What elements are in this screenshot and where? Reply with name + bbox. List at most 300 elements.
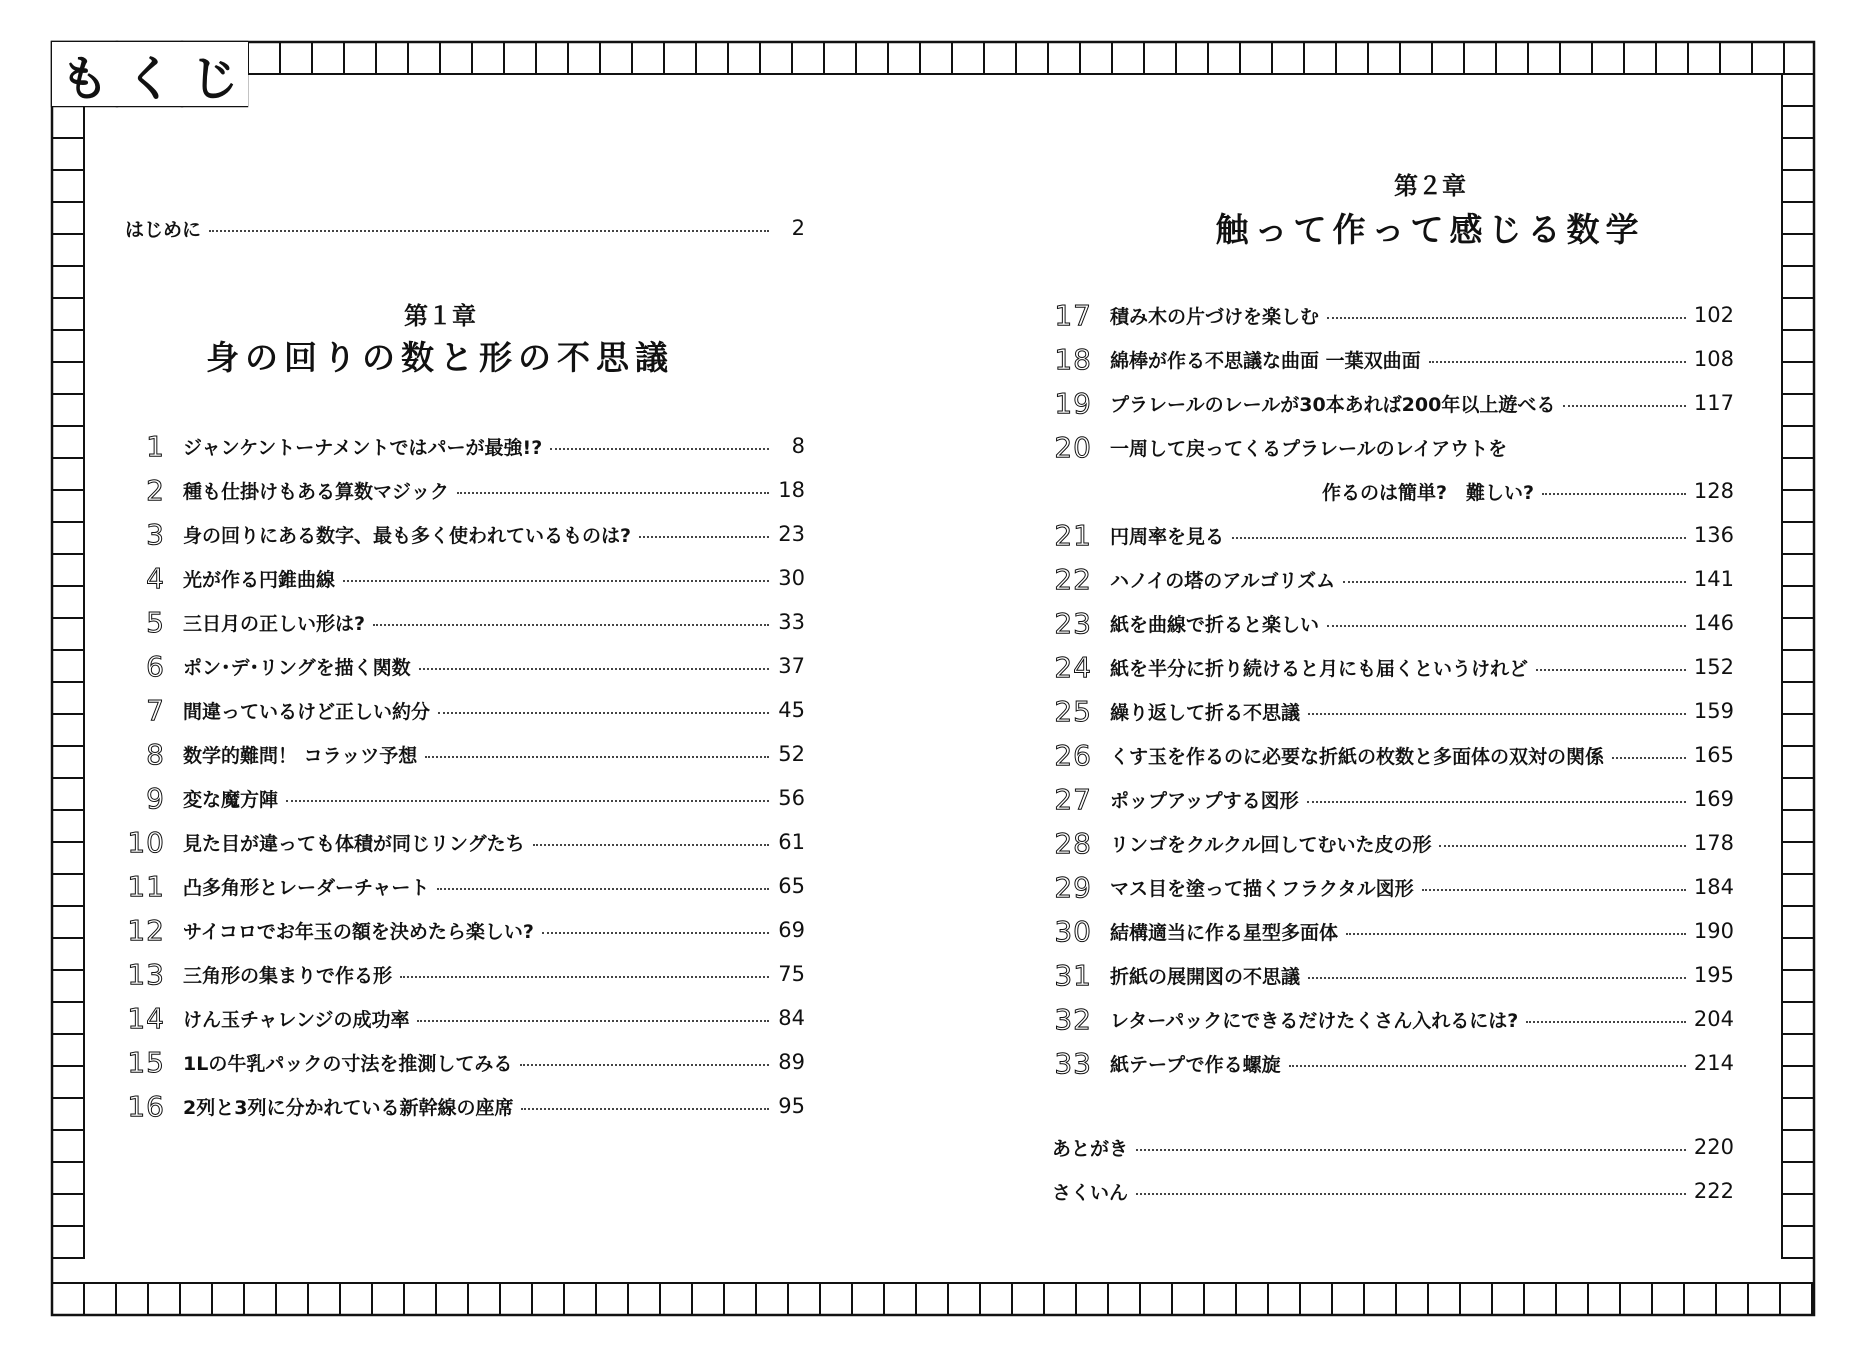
toc-entry[interactable] [1052,997,1734,1041]
entry-page: 52 [778,742,805,766]
grid-cell [340,1283,372,1315]
grid-cell [1782,138,1814,170]
grid-cell [916,1283,948,1315]
leader-dots [1327,625,1686,627]
toc-entry[interactable] [1052,381,1734,425]
toc-entry[interactable] [1052,645,1734,689]
toc-entry[interactable] [125,512,805,556]
grid-cell [1782,330,1814,362]
grid-cell [500,1283,532,1315]
grid-cell [436,1283,468,1315]
grid-cell [1782,1162,1814,1194]
grid-cell [312,42,344,74]
entry-number: 31 [1054,958,1092,992]
leader-dots [1308,713,1686,715]
toc-entry[interactable] [1052,425,1734,469]
toc-entry-index[interactable] [1052,1169,1734,1213]
entry-number: 28 [1054,826,1092,860]
entry-number: 14 [127,1001,165,1035]
grid-cell [1588,1283,1620,1315]
grid-cell [52,618,84,650]
grid-cell [308,1283,340,1315]
entry-label: リンゴをクルクル回してむいた皮の形 [1110,833,1432,856]
grid-cell [1460,1283,1492,1315]
grid-cell [52,778,84,810]
grid-cell [52,970,84,1002]
grid-cell [52,234,84,266]
grid-cell [148,1283,180,1315]
grid-cell [692,1283,724,1315]
grid-cell [1782,842,1814,874]
grid-cell [1432,42,1464,74]
grid-cell [1464,42,1496,74]
grid-cell [1782,586,1814,618]
grid-cell [52,1162,84,1194]
entry-label: あとがき [1052,1137,1129,1160]
toc-title-char: も [60,50,109,107]
leader-dots [438,712,769,714]
leader-dots [1429,361,1686,363]
grid-cell [824,42,856,74]
grid-cell [1108,1283,1140,1315]
grid-cell [52,746,84,778]
grid-cell [52,426,84,458]
entry-number: 3 [146,517,165,551]
toc-title-char: く [125,50,174,107]
entry-label: 紙を曲線で折ると楽しい [1110,613,1320,636]
grid-cell [532,1283,564,1315]
entry-number: 26 [1054,738,1092,772]
entry-page: 30 [778,566,805,590]
grid-cell [1688,42,1720,74]
toc-entry[interactable] [125,468,805,512]
entry-label: レターパックにできるだけたくさん入れるには? [1110,1009,1519,1032]
entry-page: 195 [1693,963,1734,987]
grid-cell [1272,42,1304,74]
entry-number: 22 [1054,562,1092,596]
grid-cell [1204,1283,1236,1315]
entry-label: 繰り返して折る不思議 [1110,701,1301,724]
grid-cell [952,42,984,74]
grid-cell [724,1283,756,1315]
entry-label: 三日月の正しい形は? [183,612,366,635]
grid-cell [1782,234,1814,266]
toc-entry[interactable] [125,600,805,644]
entry-label: 円周率を見る [1110,525,1225,548]
entry-number: 9 [146,781,165,815]
entry-label: 光が作る円錐曲線 [183,568,336,591]
leader-dots [425,756,769,758]
grid-cell [180,1283,212,1315]
entry-page: 152 [1693,655,1734,679]
entry-label: 紙テープで作る螺旋 [1110,1053,1281,1076]
toc-entry[interactable] [1052,865,1734,909]
grid-cell [52,394,84,426]
grid-cell [1044,1283,1076,1315]
grid-cell [1524,1283,1556,1315]
leader-dots [437,888,769,890]
toc-entry[interactable] [125,1084,805,1128]
toc-entry[interactable] [125,688,805,732]
grid-cell [276,1283,308,1315]
grid-cell [52,554,84,586]
entry-page: 65 [778,874,805,898]
entry-label: 数学的難問！ コラッツ予想 [183,744,418,767]
entry-page: 220 [1693,1135,1734,1159]
grid-cell [344,42,376,74]
entry-number: 21 [1054,518,1092,552]
grid-cell [1396,1283,1428,1315]
grid-cell [1368,42,1400,74]
entry-page: 2 [791,216,805,240]
leader-dots [1422,889,1686,891]
grid-cell [1782,1226,1814,1258]
leader-dots [286,800,769,802]
entry-number: 11 [127,869,165,903]
entry-page: 37 [778,654,805,678]
entry-page: 102 [1693,303,1734,327]
entry-number: 19 [1054,386,1092,420]
grid-cell [472,42,504,74]
entry-number: 13 [127,957,165,991]
leader-dots [1308,977,1686,979]
grid-cell [728,42,760,74]
grid-cell [1782,106,1814,138]
grid-cell [1560,42,1592,74]
grid-cell [1782,202,1814,234]
grid-cell [984,42,1016,74]
grid-cell [1428,1283,1460,1315]
entry-label: 折紙の展開図の不思議 [1110,965,1301,988]
entry-number: 7 [146,693,165,727]
entry-number: 27 [1054,782,1092,816]
grid-cell [788,1283,820,1315]
grid-cell [1112,42,1144,74]
toc-entry[interactable] [125,556,805,600]
grid-cell [632,42,664,74]
grid-cell [564,1283,596,1315]
entry-label: ポップアップする図形 [1110,789,1299,812]
toc-title-box [52,42,248,106]
grid-cell [888,42,920,74]
grid-cell [52,1002,84,1034]
grid-cell [52,362,84,394]
entry-number: 10 [127,825,165,859]
entry-number: 20 [1054,430,1092,464]
toc-entry[interactable] [125,864,805,908]
grid-cell [52,906,84,938]
grid-cell [884,1283,916,1315]
toc-entry[interactable] [125,820,805,864]
entry-page: 117 [1693,391,1734,415]
grid-cell [244,1283,276,1315]
grid-cell [376,42,408,74]
chapter2-label: 第２章 [1394,172,1466,200]
entry-page: 95 [778,1094,805,1118]
grid-cell [468,1283,500,1315]
grid-cell [980,1283,1012,1315]
grid-cell [52,106,84,138]
toc-entry[interactable] [1052,777,1734,821]
entry-page: 108 [1693,347,1734,371]
grid-cell [1782,970,1814,1002]
toc-entry[interactable] [1052,1041,1734,1085]
grid-cell [1300,1283,1332,1315]
grid-cell [52,490,84,522]
entry-page: 8 [791,434,805,458]
grid-cell [760,42,792,74]
grid-cell [1782,778,1814,810]
grid-cell [1492,1283,1524,1315]
entry-page: 33 [778,610,805,634]
leader-dots [1563,405,1686,407]
entry-page: 222 [1693,1179,1734,1203]
grid-cell [52,266,84,298]
grid-cell [404,1283,436,1315]
toc-entry[interactable] [1052,513,1734,557]
entry-label: 綿棒が作る不思議な曲面 一葉双曲面 [1110,349,1421,372]
grid-cell [1782,394,1814,426]
grid-cell [1782,298,1814,330]
leader-dots [1343,581,1686,583]
entry-label: 間違っているけど正しい約分 [183,700,431,723]
toc-entry[interactable] [125,732,805,776]
leader-dots [1612,757,1686,759]
entry-label: 凸多角形とレーダーチャート [183,876,430,899]
grid-cell [1782,906,1814,938]
grid-cell [1782,1130,1814,1162]
grid-cell [1076,1283,1108,1315]
grid-cell [52,714,84,746]
grid-cell [1782,746,1814,778]
entry-label: ポン･デ･リングを描く関数 [183,656,411,679]
leader-dots [639,536,769,538]
grid-cell [1172,1283,1204,1315]
entry-page: 61 [778,830,805,854]
toc-entry[interactable] [125,1040,805,1084]
grid-cell [920,42,952,74]
toc-entry[interactable] [1052,953,1734,997]
grid-cell [1624,42,1656,74]
toc-entry[interactable] [125,776,805,820]
grid-cell [1336,42,1368,74]
grid-cell [1684,1283,1716,1315]
entry-label: サイコロでお年玉の額を決めたら楽しい? [183,920,534,943]
entry-page: 23 [778,522,805,546]
toc-entry[interactable] [1052,689,1734,733]
grid-cell [1236,1283,1268,1315]
grid-cell [52,1194,84,1226]
grid-cell [628,1283,660,1315]
entry-label: けん玉チャレンジの成功率 [183,1008,410,1031]
entry-label: 変な魔方陣 [183,788,279,811]
toc-entry[interactable] [125,996,805,1040]
grid-cell [1140,1283,1172,1315]
toc-entry[interactable] [125,644,805,688]
toc-entry[interactable] [1052,293,1734,337]
toc-entry[interactable] [125,424,805,468]
grid-cell [1782,426,1814,458]
leader-dots [209,230,769,232]
entry-page: 75 [778,962,805,986]
entry-number: 33 [1054,1046,1092,1080]
grid-cell [1620,1283,1652,1315]
grid-cell [756,1283,788,1315]
entry-label: 2列と3列に分かれている新幹線の座席 [183,1096,514,1119]
grid-cell [1782,874,1814,906]
grid-cell [1782,458,1814,490]
leader-dots [1536,669,1686,671]
grid-cell [1782,650,1814,682]
leader-dots [1542,493,1686,495]
entry-page: 178 [1693,831,1734,855]
grid-cell [536,42,568,74]
leader-dots [1439,845,1685,847]
leader-dots [373,624,769,626]
grid-cell [1364,1283,1396,1315]
grid-cell [596,1283,628,1315]
grid-cell [948,1283,980,1315]
toc-entry-afterword[interactable] [1052,1125,1734,1169]
grid-cell [820,1283,852,1315]
entry-label: さくいん [1052,1181,1129,1204]
entry-number: 24 [1054,650,1092,684]
grid-cell [1332,1283,1364,1315]
entry-page: 136 [1693,523,1734,547]
entry-page: 159 [1693,699,1734,723]
leader-dots [400,976,769,978]
leader-dots [417,1020,769,1022]
toc-entry[interactable] [1052,821,1734,865]
grid-cell [1782,554,1814,586]
grid-cell [792,42,824,74]
grid-cell [52,1226,84,1258]
entry-label: マス目を塗って描くフラクタル図形 [1110,877,1414,900]
grid-cell [1782,362,1814,394]
grid-cell [1782,74,1814,106]
entry-label: ハノイの塔のアルゴリズム [1110,569,1336,592]
grid-cell [52,1066,84,1098]
grid-cell [1304,42,1336,74]
entry-label-continued: 作るのは簡単? 難しい? [1322,481,1535,504]
grid-cell [52,1034,84,1066]
chapter1-label: 第１章 [404,302,476,330]
leader-dots [1136,1193,1686,1195]
grid-cell [1496,42,1528,74]
grid-cell [1782,1194,1814,1226]
entry-label: プラレールのレールが30本あれば200年以上遊べる [1110,393,1556,416]
entry-number: 32 [1054,1002,1092,1036]
grid-cell [116,1283,148,1315]
entry-number: 16 [127,1089,165,1123]
leader-dots [1327,317,1686,319]
toc-entry-continuation[interactable] [1322,469,1734,513]
toc-entry[interactable] [1052,557,1734,601]
entry-label: はじめに [125,218,202,241]
grid-cell [52,170,84,202]
entry-number: 29 [1054,870,1092,904]
grid-cell [1176,42,1208,74]
entry-number: 25 [1054,694,1092,728]
grid-cell [84,1283,116,1315]
grid-cell [1782,682,1814,714]
grid-cell [1144,42,1176,74]
grid-cell [1528,42,1560,74]
grid-cell [1748,1283,1780,1315]
entry-page: 141 [1693,567,1734,591]
grid-cell [1400,42,1432,74]
grid-cell [52,938,84,970]
entry-page: 69 [778,918,805,942]
grid-cell [1782,1098,1814,1130]
grid-cell [1016,42,1048,74]
grid-cell [52,810,84,842]
grid-cell [1782,490,1814,522]
grid-cell [52,202,84,234]
entry-page: 89 [778,1050,805,1074]
entry-number: 5 [146,605,165,639]
toc-entry[interactable] [1052,601,1734,645]
leader-dots [542,932,769,934]
toc-entry[interactable] [125,952,805,996]
leader-dots [1289,1065,1686,1067]
grid-cell [52,138,84,170]
leader-dots [1136,1149,1686,1151]
entry-label: 結構適当に作る星型多面体 [1110,921,1339,944]
chapter1-title: 身の回りの数と形の不思議 [206,338,674,377]
entry-page: 56 [778,786,805,810]
leader-dots [550,448,769,450]
grid-cell [1080,42,1112,74]
entry-label: 見た目が違っても体積が同じリングたち [183,832,525,855]
entry-number: 8 [146,737,165,771]
entry-number: 23 [1054,606,1092,640]
toc-entry[interactable] [125,908,805,952]
entry-page: 214 [1693,1051,1734,1075]
leader-dots [1232,537,1686,539]
grid-cell [1048,42,1080,74]
entry-label: 種も仕掛けもある算数マジック [183,480,450,503]
entry-page: 84 [778,1006,805,1030]
toc-entry[interactable] [1052,909,1734,953]
grid-cell [600,42,632,74]
entry-label: 三角形の集まりで作る形 [183,964,393,987]
leader-dots [1307,801,1686,803]
grid-cell [52,874,84,906]
grid-cell [1652,1283,1684,1315]
entry-number: 1 [146,429,165,463]
grid-cell [52,330,84,362]
grid-cell [52,458,84,490]
grid-cell [1720,42,1752,74]
grid-cell [280,42,312,74]
grid-cell [52,1098,84,1130]
grid-cell [1780,1283,1812,1315]
grid-cell [52,586,84,618]
toc-entry[interactable] [1052,337,1734,381]
grid-cell [1716,1283,1748,1315]
grid-cell [52,1130,84,1162]
leader-dots [521,1108,769,1110]
entry-label: 一周して戻ってくるプラレールのレイアウトを [1110,437,1508,460]
leader-dots [533,844,769,846]
entry-page: 45 [778,698,805,722]
toc-entry[interactable] [1052,733,1734,777]
entry-page: 184 [1693,875,1734,899]
entry-page: 128 [1693,479,1734,503]
grid-cell [408,42,440,74]
toc-entry-intro[interactable] [125,206,805,250]
